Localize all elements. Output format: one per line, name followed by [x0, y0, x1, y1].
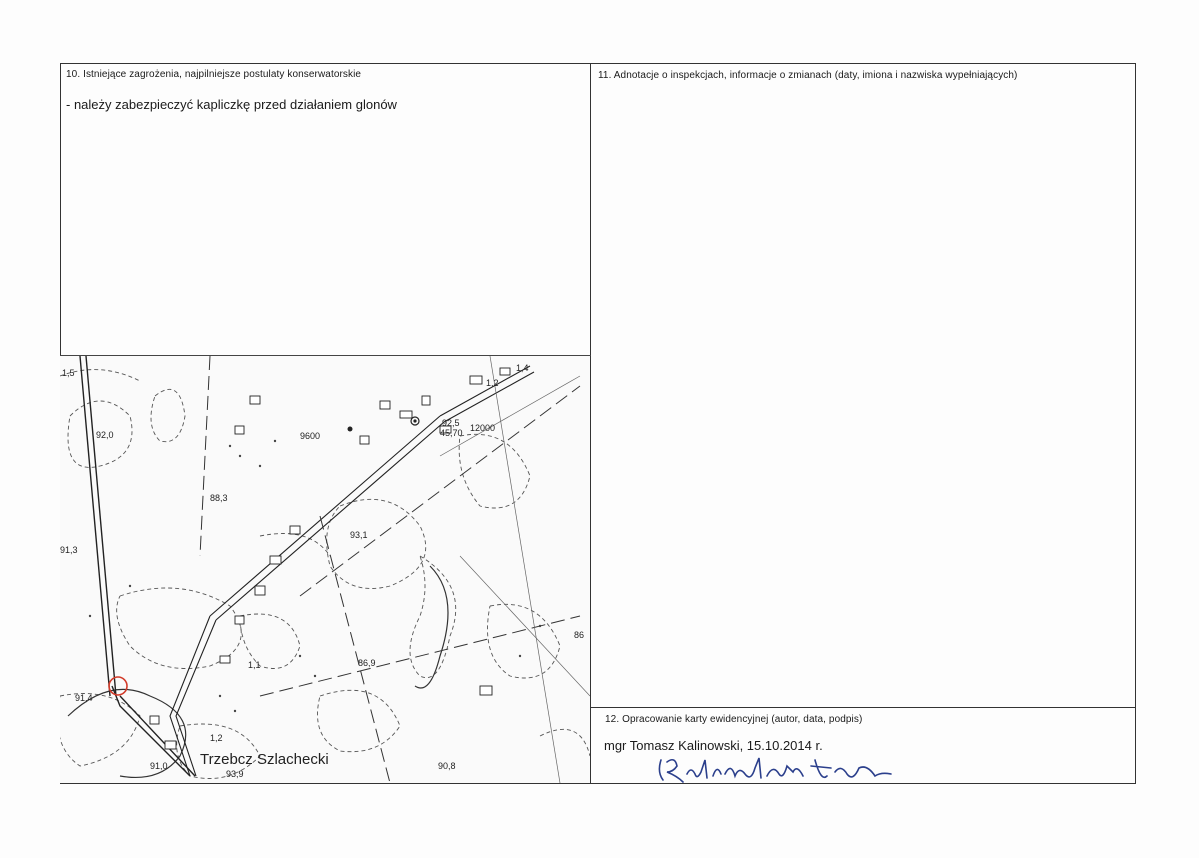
map-elevation-label: 1,1: [248, 660, 261, 670]
section-10-label: 10. Istniejące zagrożenia, najpilniejsze postulaty konserwatorskie: [66, 69, 362, 80]
map-elevation-label: 92,0: [96, 430, 114, 440]
map-elevation-label: 1,2: [210, 733, 223, 743]
map-elevation-label: 86,9: [358, 658, 376, 668]
signature: [655, 752, 905, 787]
map-place-name: Trzebcz Szlachecki: [200, 751, 329, 768]
map-elevation-label: 91,0: [150, 761, 168, 771]
map-elevation-label: 91,3: [60, 545, 78, 555]
map-elevation-label: 1,2: [486, 378, 499, 388]
section-10-value: - należy zabezpieczyć kapliczkę przed działaniem glonów: [66, 97, 397, 112]
section-12-label: 12. Opracowanie karty ewidencyjnej (autor, data, podpis): [605, 714, 863, 725]
map-elevation-label: 92,5: [442, 418, 460, 428]
map-elevation-label: 86: [574, 630, 585, 640]
section-divider-right: [590, 707, 1136, 708]
map-elevation-label: 93,1: [350, 530, 368, 540]
topographic-map: [60, 356, 590, 783]
map-elevation-label: 1,4: [516, 363, 529, 373]
map-elevation-label: 9600: [300, 431, 321, 441]
map-elevation-label: 90,8: [438, 761, 456, 771]
map-elevation-label: 88,3: [210, 493, 228, 503]
section-11-label: 11. Adnotacje o inspekcjach, informacje o zmianach (daty, imiona i nazwiska wypełniających): [598, 70, 1018, 81]
column-divider: [590, 63, 591, 784]
section-12-value: mgr Tomasz Kalinowski, 15.10.2014 r.: [604, 738, 823, 753]
map-elevation-label: 91,4: [75, 693, 93, 703]
map-elevation-label: 1,5: [62, 368, 75, 378]
map-elevation-label: 45,70: [440, 428, 463, 438]
map-elevation-label: 12000: [470, 423, 496, 433]
map-elevation-label: 93,9: [226, 769, 244, 779]
